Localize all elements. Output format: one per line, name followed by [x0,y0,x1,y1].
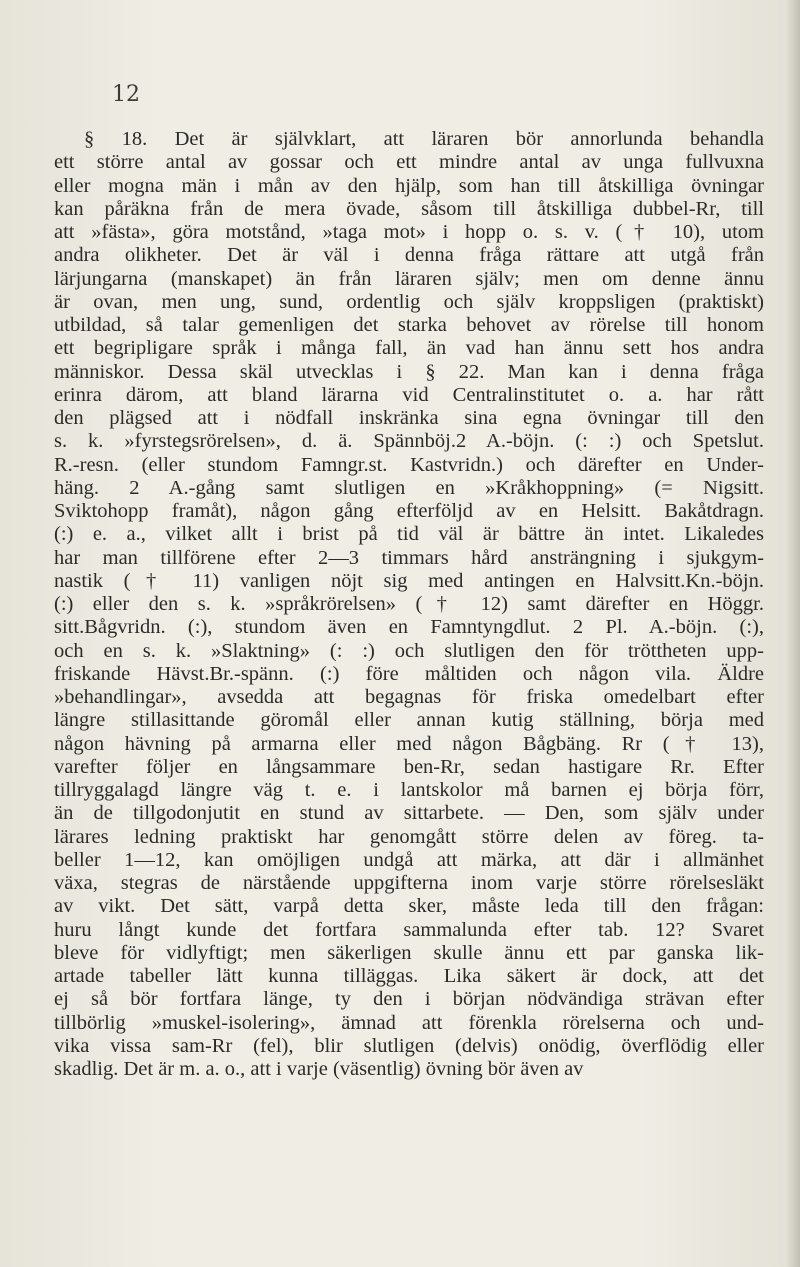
text-line: ett begripligare språk i många fall, än vad han ännu sett hos andra [54,337,764,360]
text-line: den plägsed att i nödfall inskränka sina egna övningar till den [54,407,764,429]
page-number: 12 [112,82,140,107]
text-line: är ovan, men ung, sund, ordentlig och själv kroppsligen (praktiskt) [54,290,764,313]
text-line: R.-resn. (eller stundom Famngr.st. Kastvridn.) och därefter en Under- [54,453,764,476]
text-line: vika vissa sam-Rr (fel), blir slutligen (delvis) onödig, överflödig eller [54,1034,764,1057]
text-line: skadlig. Det är m. a. o., att i varje (väsentlig) övning bör även av [54,1058,584,1080]
body-text [54,128,764,1081]
text-line: erinra därom, att bland lärarna vid Centralinstitutet o. a. har rått [54,383,764,406]
text-line: människor. Dessa skäl utvecklas i § 22. Man kan i denna fråga [54,360,764,383]
text-line: kan påräkna från de mera övade, såsom till åtskilliga dubbel-Rr, till [54,197,764,220]
text-line: växa, stegras de närstående uppgifterna inom varje större rörelsesläkt [54,872,764,894]
text-line: utbildad, så talar gemenligen det starka behovet av rörelse till honom [54,314,764,336]
text-line: varefter följer en långsammare ben-Rr, sedan hastigare Rr. Efter [54,755,764,778]
text-line: och en s. k. »Slaktning» (: :) och slutligen den för tröttheten upp- [54,639,764,662]
page-edge-shadow [786,0,800,1267]
text-line: nastik († 11) vanligen nöjt sig med antingen en Halvsitt.Kn.-böjn. [54,569,764,592]
text-line: artade tabeller lätt kunna tilläggas. Lika säkert är dock, att det [54,965,764,987]
text-line: lärares ledning praktiskt har genomgått större delen av föreg. ta- [54,825,764,848]
text-line: ett större antal av gossar och ett mindre antal av unga fullvuxna [54,151,764,174]
text-line: längre stillasittande göromål eller annan kutig ställning, börja med [54,709,764,732]
text-line: (:) e. a., vilket allt i brist på tid väl är bättre än intet. Likaledes [54,523,764,546]
text-line: s. k. »fyrstegsrörelsen», d. ä. Spännböj.2 A.-böjn. (: :) och Spetslut. [54,430,764,453]
text-line: andra olikheter. Det är väl i denna fråga rättare att utgå från [54,244,764,267]
text-line: än de tillgodonjutit en stund av sittarbete. — Den, som själv under [54,802,764,825]
text-line: huru långt kunde det fortfara sammalunda efter tab. 12? Svaret [54,918,764,941]
text-line: tillbörlig »muskel-isolering», ämnad att förenkla rörelserna och und- [54,1011,764,1034]
text-line: någon hävning på armarna eller med någon Bågbäng. Rr († 13), [54,732,764,755]
text-line: § 18. Det är självklart, att läraren bör annorlunda behandla [84,128,764,150]
text-line: häng. 2 A.-gång samt slutligen en »Kråkhoppning» (= Nigsitt. [54,476,764,499]
text-line: beller 1—12, kan omöjligen undgå att märka, att där i allmänhet [54,848,764,871]
text-line: lärjungarna (manskapet) än från läraren själv; men om denne ännu [54,267,764,290]
text-line: Sviktohopp framåt), någon gång efterföljd av en Helsitt. Bakåtdragn. [54,500,764,522]
text-line: att »fästa», göra motstånd, »taga mot» i hopp o. s. v. († 10), utom [54,221,764,243]
text-line: eller mogna män i mån av den hjälp, som han till åtskilliga övningar [54,174,764,197]
text-line: tillryggalagd längre väg t. e. i lantskolor må barnen ej börja förr, [54,779,764,801]
text-line: har man tillförene efter 2—3 timmars hård ansträngning i sjukgym- [54,546,764,569]
text-line: bleve för vidlyftigt; men säkerligen skulle ännu ett par ganska lik- [54,941,764,964]
text-line: ej så bör fortfara länge, ty den i början nödvändiga strävan efter [54,988,764,1011]
text-line: sitt.Bågvridn. (:), stundom även en Famntyngdlut. 2 Pl. A.-böjn. (:), [54,616,764,639]
text-line: av vikt. Det sätt, varpå detta sker, måste leda till den frågan: [54,895,764,918]
text-line: friskande Hävst.Br.-spänn. (:) före måltiden och någon vila. Äldre [54,662,764,685]
text-line: (:) eller den s. k. »språkrörelsen» († 12) samt därefter en Höggr. [54,593,764,615]
text-line: »behandlingar», avsedda att begagnas för friska omedelbart efter [54,686,764,708]
